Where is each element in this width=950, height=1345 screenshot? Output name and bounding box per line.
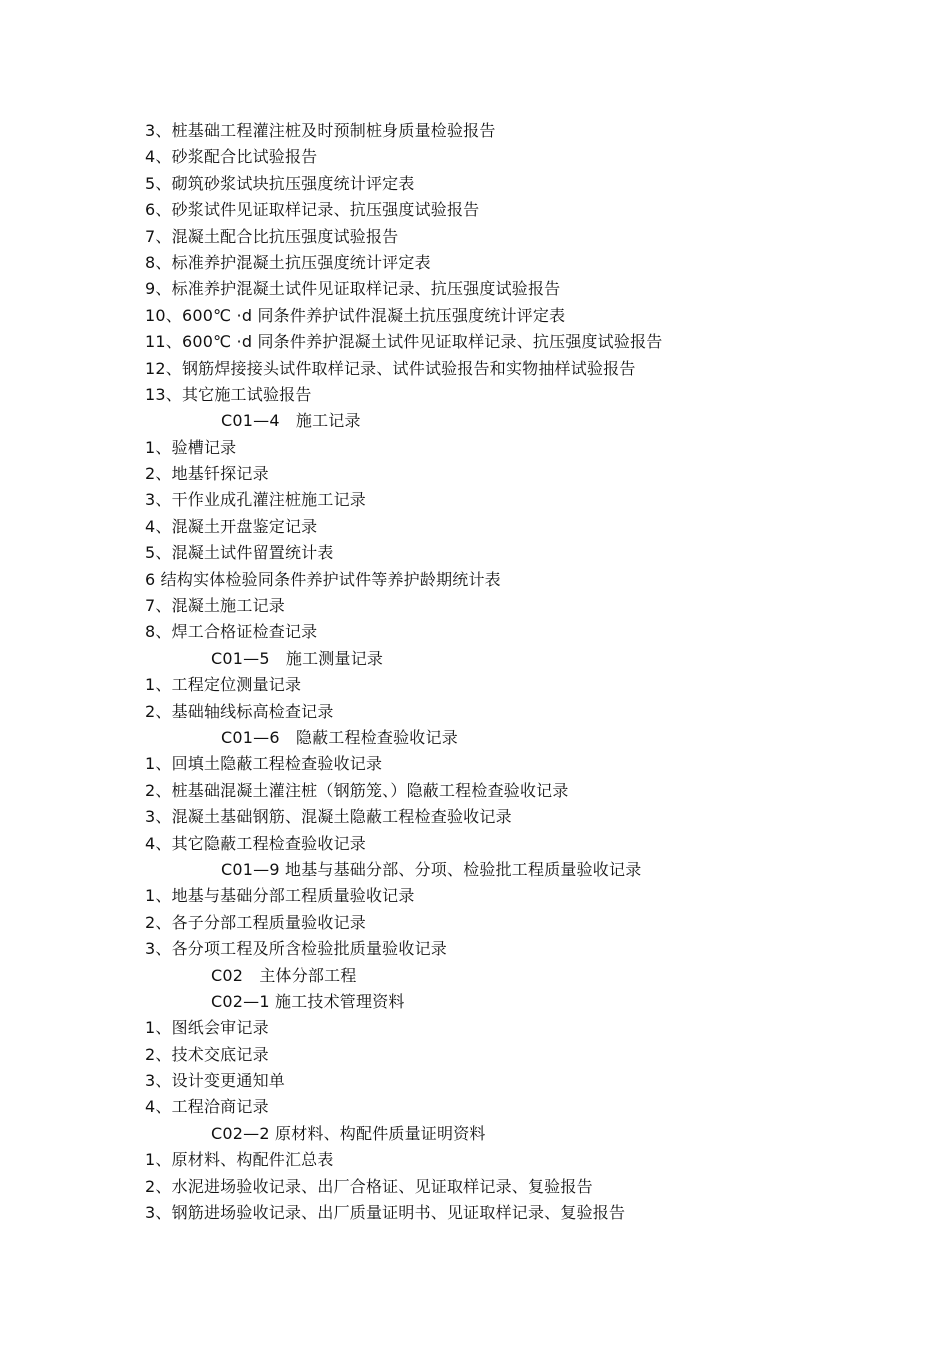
section-heading: C02—2 原材料、构配件质量证明资料 <box>211 1123 486 1143</box>
list-item: 7、混凝土配合比抗压强度试验报告 <box>145 226 399 246</box>
list-item: 1、验槽记录 <box>145 437 237 457</box>
list-item: 6、砂浆试件见证取样记录、抗压强度试验报告 <box>145 200 480 220</box>
list-item: 11、600℃ ·d 同条件养护混凝土试件见证取样记录、抗压强度试验报告 <box>145 332 663 352</box>
list-item: 5、混凝土试件留置统计表 <box>145 543 334 563</box>
list-item: 10、600℃ ·d 同条件养护试件混凝土抗压强度统计评定表 <box>145 305 566 325</box>
section-heading: C01—6 隐蔽工程检查验收记录 <box>221 727 458 747</box>
section-heading: C01—5 施工测量记录 <box>211 648 384 668</box>
list-item: 2、各子分部工程质量验收记录 <box>145 912 366 932</box>
list-item: 3、桩基础工程灌注桩及时预制桩身质量检验报告 <box>145 121 496 140</box>
list-item: 4、其它隐蔽工程检查验收记录 <box>145 833 366 853</box>
list-item: 3、混凝土基础钢筋、混凝土隐蔽工程检查验收记录 <box>145 807 512 827</box>
section-heading: C01—4 施工记录 <box>221 411 361 431</box>
list-item: 9、标准养护混凝土试件见证取样记录、抗压强度试验报告 <box>145 279 561 299</box>
list-item: 1、工程定位测量记录 <box>145 675 302 695</box>
list-item: 1、原材料、构配件汇总表 <box>145 1150 334 1170</box>
section-heading: C01—9 地基与基础分部、分项、检验批工程质量验收记录 <box>221 859 642 879</box>
list-item: 2、基础轴线标高检查记录 <box>145 701 334 721</box>
section-heading: C02 主体分部工程 <box>211 965 357 985</box>
list-item: 3、干作业成孔灌注桩施工记录 <box>145 490 366 510</box>
list-item: 7、混凝土施工记录 <box>145 596 285 616</box>
list-item: 8、焊工合格证检查记录 <box>145 622 318 642</box>
list-item: 13、其它施工试验报告 <box>145 384 312 404</box>
list-item: 12、钢筋焊接接头试件取样记录、试件试验报告和实物抽样试验报告 <box>145 358 636 378</box>
list-item: 2、桩基础混凝土灌注桩（钢筋笼、）隐蔽工程检查验收记录 <box>145 780 569 800</box>
list-item: 4、混凝土开盘鉴定记录 <box>145 516 318 536</box>
section-heading: C02—1 施工技术管理资料 <box>211 991 405 1011</box>
list-item: 3、钢筋进场验收记录、出厂质量证明书、见证取样记录、复验报告 <box>145 1203 626 1223</box>
list-item: 3、设计变更通知单 <box>145 1071 285 1091</box>
list-item: 1、回填土隐蔽工程检查验收记录 <box>145 754 383 774</box>
list-item: 1、地基与基础分部工程质量验收记录 <box>145 886 415 906</box>
list-item: 2、技术交底记录 <box>145 1044 269 1064</box>
list-item: 4、砂浆配合比试验报告 <box>145 147 318 167</box>
list-item: 6 结构实体检验同条件养护试件等养护龄期统计表 <box>145 569 501 589</box>
document-body <box>145 118 905 1226</box>
list-item: 4、工程洽商记录 <box>145 1097 269 1117</box>
list-item: 8、标准养护混凝土抗压强度统计评定表 <box>145 252 431 272</box>
list-item: 3、各分项工程及所含检验批质量验收记录 <box>145 939 447 959</box>
list-item: 2、水泥进场验收记录、出厂合格证、见证取样记录、复验报告 <box>145 1176 593 1196</box>
list-item: 5、砌筑砂浆试块抗压强度统计评定表 <box>145 173 415 193</box>
list-item: 2、地基钎探记录 <box>145 464 269 484</box>
list-item: 1、图纸会审记录 <box>145 1018 269 1038</box>
